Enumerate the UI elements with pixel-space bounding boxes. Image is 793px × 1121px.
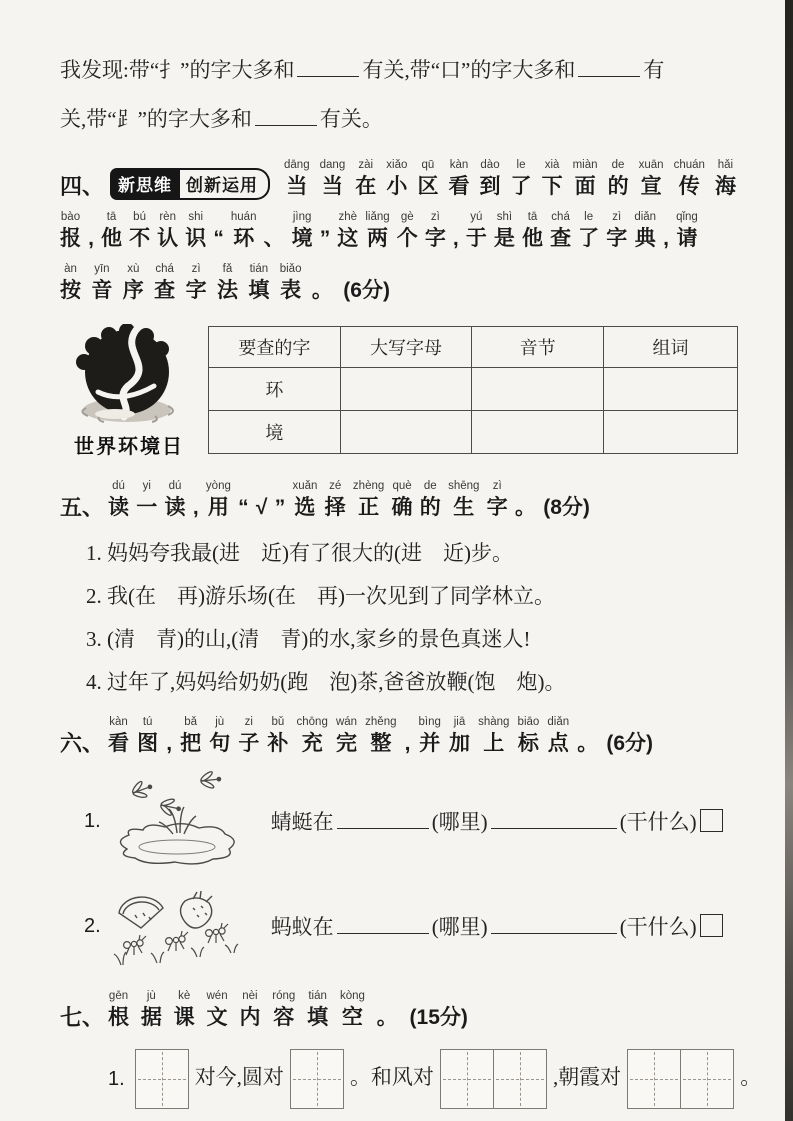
ruby-char: √	[255, 496, 268, 519]
ruby-char: ,	[663, 227, 669, 250]
text-fragment: 关,带“⻊”的字大多和	[60, 107, 252, 131]
ruby-char: tā 他	[522, 211, 543, 250]
ruby-line	[60, 210, 698, 254]
worksheet-content	[60, 46, 762, 1109]
ruby-char: le 了	[578, 211, 600, 250]
badge-group	[110, 168, 270, 200]
ruby-char: 。	[311, 279, 333, 302]
ants-illustration	[105, 883, 255, 969]
ruby-char: tā 他	[101, 211, 122, 250]
section-three-discovery	[60, 46, 738, 144]
fill-in-grid-row	[84, 1049, 762, 1109]
ruby-char: huán 环	[230, 211, 257, 250]
answer-blank[interactable]	[491, 929, 617, 934]
ruby-char: què 确	[391, 480, 413, 519]
picture-question-ants	[60, 883, 738, 969]
ruby-char: (8分)	[543, 496, 590, 519]
ruby-char: bìng 并	[418, 716, 441, 755]
ruby-char: ,	[404, 732, 411, 755]
text-fragment: (干什么)	[619, 915, 697, 939]
writing-grid-cell[interactable]	[441, 1050, 493, 1108]
ruby-char: dang 当	[319, 159, 346, 198]
ruby-char: wén 文	[206, 990, 228, 1029]
ruby-char: dāng 当	[284, 159, 310, 198]
picture-question-dragonfly	[60, 769, 738, 873]
text-fragment: 有	[643, 58, 665, 82]
ruby-char: gēn 根	[108, 990, 130, 1029]
writing-grid-cell[interactable]	[493, 1050, 546, 1108]
ruby-char: (15分)	[409, 1006, 468, 1029]
ruby-char: ,	[88, 227, 94, 250]
section-seven-number: 七、	[60, 1005, 105, 1030]
ruby-char: kàn 看	[108, 716, 130, 755]
ruby-char: chuán 传	[673, 159, 705, 198]
section-seven-header	[60, 989, 738, 1033]
environment-logo-illustration	[60, 324, 198, 428]
discovery-line-2	[60, 95, 738, 144]
text-fragment: (哪里)	[431, 810, 488, 834]
answer-blank[interactable]	[578, 72, 640, 77]
ruby-char: yīn 音	[91, 263, 113, 302]
ruby-char: zhèng 正	[352, 480, 385, 519]
section-six-title	[108, 715, 653, 759]
ruby-char: diǎn 典	[634, 211, 657, 250]
ruby-char: de 的	[419, 480, 441, 519]
section-four-header	[60, 158, 738, 202]
ruby-char: “	[238, 496, 249, 519]
question-item: 3. (清 青)的山,(清 青)的水,家乡的景色真迷人!	[86, 627, 531, 651]
ruby-char: ,	[452, 227, 459, 250]
ruby-char: dú 读	[108, 480, 130, 519]
ruby-line	[60, 262, 390, 306]
question-item: 2. 我(在 再)游乐场(在 再)一次见到了同学林立。	[86, 584, 555, 608]
discovery-line-1	[60, 46, 738, 95]
section-six-header	[60, 715, 738, 759]
ruby-char: zài 在	[355, 159, 377, 198]
writing-grid[interactable]	[135, 1049, 189, 1109]
ruby-char: fǎ 法	[216, 263, 238, 302]
ruby-char: tián 填	[307, 990, 329, 1029]
ruby-char: xiǎo 小	[386, 159, 408, 198]
logo-caption: 世界环境日	[74, 436, 184, 458]
punctuation-box[interactable]	[700, 809, 723, 832]
ruby-char: zhè 这	[337, 211, 359, 250]
ruby-char: le 了	[510, 159, 532, 198]
ruby-char: bǔ 补	[267, 716, 289, 755]
badge-innovation-use: 创新运用	[180, 168, 270, 200]
ruby-char: 、	[263, 227, 285, 250]
header-capital-letter: 大写字母	[340, 327, 472, 368]
answer-blank[interactable]	[337, 929, 429, 934]
ruby-char: 。	[376, 1006, 398, 1029]
ruby-char: shēng 生	[448, 480, 480, 519]
answer-blank[interactable]	[337, 824, 429, 829]
text-fragment: 。	[740, 1064, 762, 1089]
item-number: 1.	[108, 1067, 125, 1090]
answer-cell[interactable]	[472, 411, 604, 454]
answer-blank[interactable]	[297, 72, 359, 77]
section-six-number: 六、	[60, 731, 105, 756]
section-five	[60, 479, 738, 695]
text-fragment: 我发现:带“扌”的字大多和	[60, 58, 295, 82]
ruby-char: ,	[166, 732, 173, 755]
ruby-char: xià 下	[541, 159, 563, 198]
header-char-to-lookup: 要查的字	[209, 327, 341, 368]
ruby-char: miàn 面	[572, 159, 598, 198]
item-number: 2.	[84, 914, 101, 937]
dictionary-lookup-table	[208, 326, 738, 454]
ruby-char: xuǎn 选	[292, 480, 318, 519]
ruby-char: zì 字	[424, 211, 446, 250]
header-word-group: 组词	[603, 327, 737, 368]
ruby-char: gè 个	[396, 211, 418, 250]
writing-grid[interactable]	[290, 1049, 344, 1109]
ruby-char: diǎn 点	[547, 716, 570, 755]
writing-grid-cell[interactable]	[628, 1050, 680, 1108]
ruby-char: zì 字	[486, 480, 508, 519]
ruby-char: xuān 宣	[638, 159, 664, 198]
ruby-char: chá 查	[550, 211, 572, 250]
ruby-char: dào 到	[479, 159, 501, 198]
ruby-char: zi 子	[238, 716, 260, 755]
ruby-char: tú 图	[137, 716, 159, 755]
ruby-char: (6分)	[606, 732, 653, 755]
ruby-char: kòng 空	[339, 990, 365, 1029]
writing-grid[interactable]	[627, 1049, 734, 1109]
section-five-title	[108, 479, 590, 523]
ruby-char: kàn 看	[448, 159, 470, 198]
section-five-number: 五、	[60, 495, 105, 520]
question-item: 4. 过年了,妈妈给奶奶(跑 泡)茶,爸爸放鞭(饱 炮)。	[86, 670, 566, 694]
ruby-char: tián 填	[248, 263, 270, 302]
writing-grid-cell[interactable]	[680, 1050, 733, 1108]
section-four	[60, 158, 738, 459]
sentence-with-blanks	[271, 911, 723, 941]
ruby-char: ”	[319, 227, 331, 250]
section-seven	[60, 989, 762, 1109]
ruby-char: 。	[577, 732, 599, 755]
ruby-char: jiā 加	[449, 716, 471, 755]
ruby-char: de 的	[607, 159, 629, 198]
ruby-char: bǎ 把	[180, 716, 202, 755]
sentence-with-blanks	[271, 806, 723, 836]
ruby-char: shi 识	[185, 211, 207, 250]
ruby-char: jìng 境	[291, 211, 313, 250]
section-four-number: 四、	[60, 174, 105, 199]
text-fragment: (哪里)	[431, 915, 488, 939]
answer-blank[interactable]	[255, 121, 317, 126]
table-row	[209, 368, 738, 411]
scan-edge-shadow	[785, 0, 793, 1121]
dragonfly-pond-illustration	[105, 769, 255, 873]
question-item: 1. 妈妈夸我最(进 近)有了很大的(进 近)步。	[86, 541, 513, 565]
ruby-char: jù 句	[209, 716, 231, 755]
ruby-char: róng 容	[272, 990, 296, 1029]
ruby-char: yòng 用	[205, 480, 231, 519]
char-cell: 境	[209, 411, 341, 454]
ruby-char: àn 按	[60, 263, 81, 302]
ruby-char: zì 字	[606, 211, 628, 250]
ruby-char: ,	[192, 496, 199, 519]
text-fragment: 。和风对	[349, 1064, 434, 1089]
ruby-char: chá 查	[154, 263, 176, 302]
item-number: 1.	[84, 809, 101, 832]
poster-and-table-row	[60, 324, 738, 459]
table-header-row	[209, 327, 738, 368]
answer-cell[interactable]	[340, 368, 472, 411]
ruby-char: xù 序	[122, 263, 144, 302]
answer-cell[interactable]	[603, 411, 737, 454]
text-fragment: 蜻蜓在	[270, 810, 334, 834]
punctuation-box[interactable]	[700, 914, 723, 937]
section-five-header	[60, 479, 738, 523]
answer-cell[interactable]	[340, 411, 472, 454]
ruby-char: liǎng 两	[365, 211, 390, 250]
ruby-char: zì 字	[185, 263, 207, 302]
ruby-char: qǐng 请	[676, 211, 698, 250]
text-fragment: 有关,带“口”的字大多和	[362, 58, 576, 82]
ruby-char: shàng 上	[478, 716, 510, 755]
text-fragment: 有关。	[319, 107, 383, 131]
ruby-char: biāo 标	[517, 716, 540, 755]
section-seven-title	[108, 989, 468, 1033]
ruby-char: jù 据	[140, 990, 162, 1029]
answer-cell[interactable]	[603, 368, 737, 411]
text-fragment: ,朝霞对	[552, 1064, 622, 1089]
text-fragment: 对今,圆对	[194, 1064, 284, 1089]
question-four-text-line-3	[60, 262, 738, 306]
ruby-char: yi 一	[136, 480, 158, 519]
ruby-char: yú 于	[465, 211, 487, 250]
writing-grid-cell[interactable]	[291, 1050, 343, 1108]
answer-blank[interactable]	[491, 824, 617, 829]
ruby-char: bào 报	[60, 211, 81, 250]
ruby-char: chōng 充	[296, 716, 328, 755]
ruby-char: rèn 认	[157, 211, 179, 250]
ruby-char: zhěng 整	[365, 716, 397, 755]
ruby-char: (6分)	[343, 279, 390, 302]
writing-grid[interactable]	[440, 1049, 547, 1109]
sentence-with-writing-grids	[129, 1049, 762, 1109]
badge-new-thinking: 新思维	[110, 168, 180, 200]
char-cell: 环	[209, 368, 341, 411]
ruby-char: qū 区	[417, 159, 439, 198]
ruby-char: ”	[274, 496, 286, 519]
ruby-char: wán 完	[335, 716, 358, 755]
table-row	[209, 411, 738, 454]
ruby-char: shì 是	[493, 211, 515, 250]
ruby-char: hǎi 海	[714, 159, 736, 198]
world-environment-day-logo	[60, 324, 198, 459]
ruby-char: “	[213, 227, 224, 250]
question-four-text-line-1	[284, 158, 736, 202]
question-four-text-line-2	[60, 210, 738, 254]
ruby-char: 。	[514, 496, 536, 519]
ruby-char: bú 不	[129, 211, 151, 250]
writing-grid-cell[interactable]	[136, 1050, 188, 1108]
text-fragment: (干什么)	[619, 810, 697, 834]
ruby-char: biǎo 表	[279, 263, 302, 302]
header-syllable: 音节	[472, 327, 604, 368]
ruby-char: nèi 内	[239, 990, 261, 1029]
ruby-char: dú 读	[164, 480, 186, 519]
section-six	[60, 715, 738, 969]
ruby-char: zé 择	[324, 480, 346, 519]
ruby-char: kè 课	[173, 990, 195, 1029]
answer-cell[interactable]	[472, 368, 604, 411]
text-fragment: 蚂蚁在	[270, 915, 334, 939]
